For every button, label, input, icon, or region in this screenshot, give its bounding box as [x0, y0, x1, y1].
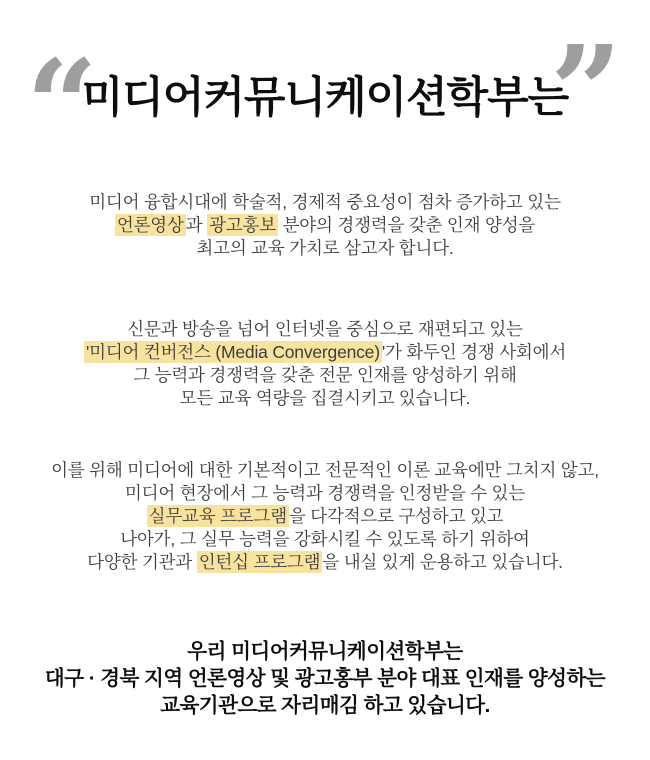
- text-line: [0, 638, 650, 665]
- text-line: [0, 692, 650, 719]
- text-segment: 과: [185, 215, 208, 235]
- text-segment: 미디어 융합시대에 학술적, 경제적 중요성이 점차 증가하고 있는: [89, 192, 561, 212]
- text-segment: '가 화두인 경쟁 사회에서: [381, 342, 567, 362]
- text-line: [0, 459, 650, 482]
- text-line: [0, 387, 650, 410]
- text-line: [0, 665, 650, 692]
- text-line: [0, 364, 650, 387]
- text-segment: 교육기관으로 자리매김 하고 있습니다.: [160, 694, 490, 717]
- closing-statement: [0, 638, 650, 719]
- text-line: [0, 341, 650, 364]
- text-line: [0, 505, 650, 528]
- paragraph-mission: [0, 191, 650, 260]
- text-segment: 미디어 현장에서 그 능력과 경쟁력을 인정받을 수 있는: [124, 483, 526, 503]
- highlighted-text: 언론영상: [116, 215, 184, 235]
- text-segment: 신문과 방송을 넘어 인터넷을 중심으로 재편되고 있는: [127, 319, 523, 339]
- paragraph-programs: [0, 459, 650, 574]
- text-segment: 최고의 교육 가치로 삼고자 합니다.: [196, 238, 454, 258]
- close-quote-icon: ”: [550, 19, 622, 165]
- text-segment: 다양한 기관과: [87, 552, 197, 572]
- text-line: [0, 318, 650, 341]
- text-segment: 을 내실 있게 운용하고 있습니다.: [322, 552, 563, 572]
- text-segment: 을 다각적으로 구성하고 있고: [288, 506, 504, 526]
- text-segment: 그 능력과 경쟁력을 갖춘 전문 인재를 양성하기 위해: [133, 365, 517, 385]
- paragraph-convergence: [0, 318, 650, 410]
- open-quote-icon: “: [26, 33, 98, 179]
- page-title: 미디어커뮤니케이션학부는: [81, 74, 569, 122]
- text-segment: 모든 교육 역량을 집결시키고 있습니다.: [179, 388, 471, 408]
- text-line: [0, 482, 650, 505]
- text-line: [0, 191, 650, 214]
- text-segment: 이를 위해 미디어에 대한 기본적이고 전문적인 이론 교육에만 그치지 않고,: [51, 460, 599, 480]
- text-line: [0, 214, 650, 237]
- text-segment: 대구 · 경북 지역 언론영상 및 광고홍부 분야 대표 인재를 양성하는: [44, 667, 606, 690]
- highlighted-text: 실무교육 프로그램: [148, 506, 287, 526]
- text-segment: 분야의 경쟁력을 갖춘 인재 양성을: [277, 215, 536, 235]
- text-line: [0, 528, 650, 551]
- text-line: [0, 237, 650, 260]
- highlighted-text: 인턴십 프로그램: [198, 552, 321, 572]
- text-line: [0, 551, 650, 574]
- text-segment: 우리 미디어커뮤니케이션학부는: [187, 640, 463, 663]
- highlighted-text: '미디어 컨버전스 (Media Convergence): [85, 342, 380, 362]
- text-segment: 나아가, 그 실무 능력을 강화시킬 수 있도록 하기 위하여: [120, 529, 530, 549]
- title-block: [0, 0, 650, 179]
- highlighted-text: 광고홍보: [209, 215, 276, 235]
